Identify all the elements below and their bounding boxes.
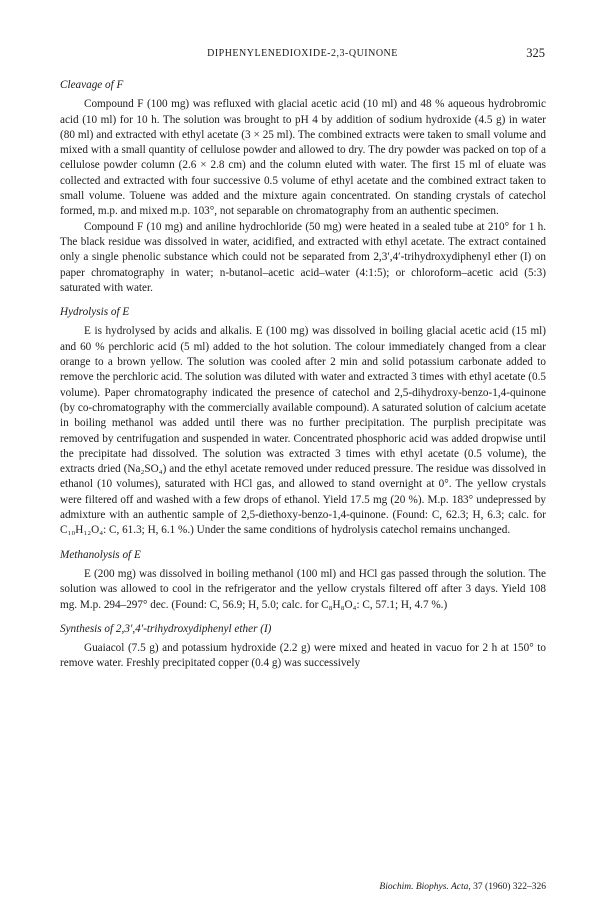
paragraph: Guaiacol (7.5 g) and potassium hydroxide (2.2 g) were mixed and heated in vacuo for 2 h at 150° to remove water. Freshly precipitated copper (0.4 g) was successively [60,642,546,670]
journal-name: Biochim. Biophys. Acta, [379,882,471,892]
paragraph: Compound F (100 mg) was refluxed with glacial acetic acid (10 ml) and 48 % aqueous hydrobromic acid (10 ml) for 10 h. The solution was brought to pH 4 by addition of sodium hydroxide (4.5 g) in water (80 ml) and extracted with ethyl acetate (3 × 25 ml). The combined extracts were taken to small volume and mixed with a small quantity of cellulose powder and allowed to dry. The dry powder was packed on top of a cellulose powder column (2.6 × 2.8 cm) and the column eluted with water. The first 15 ml of eluate was collected and extracted with four successive 0.5 volume of ethyl acetate and the combined extract taken to small volume. Toluene was added and the mixture again concentrated. On standing crystals of catechol formed, m.p. and mixed m.p. 103°, not separable on chromatography from an authentic specimen. [60,98,546,218]
volume-info: 37 (1960) 322–326 [473,882,546,892]
section-heading-methanolysis: Methanolysis of E [60,548,141,561]
section-heading-cleavage: Cleavage of F [60,79,124,91]
paragraph: E is hydrolysed by acids and alkalis. E (100 mg) was dissolved in boiling glacial acetic acid (15 ml) and 60 % perchloric acid (5 ml) added to the hot solution. The colour immediately changed from a clear orange to a brown yellow. The solution was cooled after 2 min and solid potassium carbonate added to remove the perchloric acid. The solution was diluted with water and extracted 3 times with ethyl acetate (0.5 volume). Paper chromatography indicated the presence of catechol and 2,5-dihydroxy-benzo-1,4-quinone (by co-chromatography with the commercially available compound). A saturated solution of calcium acetate in boiling methanol was added until there was no further precipitation. The purplish precipitate was removed by centrifugation and suspended in water. Concentrated phosphoric acid was added dropwise until the precipitate had dissolved. The solution was extracted 3 times with ethyl acetate (0.5 volume), the extracts dried (Na₂SO₄) and the ethyl acetate removed under reduced pressure. The residue was dissolved in ethanol (10 volumes), saturated with HCl gas, and allowed to stand overnight at 0°. The yellow crystals were filtered off and washed with a few drops of ethanol. Yield 17.5 mg (20 %). M.p. 183° undepressed by admixture with an authentic sample of 2,5-diethoxy-benzo-1,4-quinone. (Found: C, 62.3; H, 6.3; calc. for C₁₀H₁₂O₄: C, 61.3; H, 6.1 %.) Under the same conditions of hydrolysis catechol remains unchanged. [60,325,546,537]
section-heading-synthesis: Synthesis of 2,3′,4′-trihydroxydiphenyl ether (I) [60,622,272,635]
journal-citation [379,882,546,892]
article-body [60,78,546,672]
running-head [60,46,545,62]
section-heading-hydrolysis: Hydrolysis of E [60,306,130,319]
page-number: 325 [526,46,545,60]
running-title: DIPHENYLENEDIOXIDE-2,3-QUINONE [207,48,398,59]
paragraph: Compound F (10 mg) and aniline hydrochloride (50 mg) were heated in a sealed tube at 210° for 1 h. The black residue was dissolved in water, acidified, and extracted with ethyl acetate. The extract contained only a single phenolic substance which could not be separated from 2,3′,4′-trihydroxydiphenyl ether (I) on paper chromatography in water; n-butanol–acetic acid–water (4:1:5); or chloroform–acetic acid (5:3) saturated with water. [60,220,546,294]
paragraph: E (200 mg) was dissolved in boiling methanol (100 ml) and HCl gas passed through the solution. The solution was allowed to cool in the refrigerator and the yellow crystals filtered off after 3 days. Yield 108 mg. M.p. 294–297° dec. (Found: C, 56.9; H, 5.0; calc. for C₈H₈O₄: C, 57.1; H, 4.7 %.) [60,567,546,611]
